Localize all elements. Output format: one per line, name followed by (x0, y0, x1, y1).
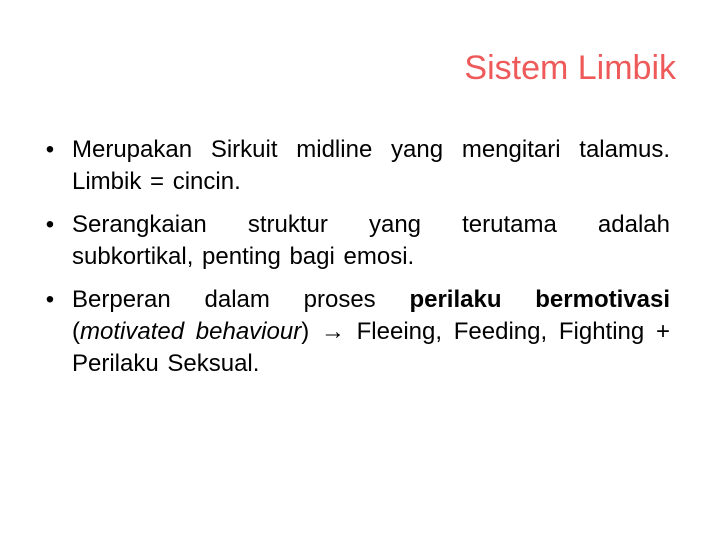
bullet-text-3 (72, 284, 670, 380)
bullet-text-1: Merupakan Sirkuit midline yang mengitari talamus. Limbik = cincin. (72, 136, 670, 195)
bullet-text-2: Serangkaian struktur yang terutama adalah subkortikal, penting bagi emosi. (72, 211, 670, 270)
arrow-icon: → (309, 318, 357, 345)
bullet-item-2 (40, 209, 670, 273)
bullet-dot-icon: • (45, 136, 55, 163)
slide-title: Sistem Limbik (464, 49, 676, 87)
bullet-text-3-italic: motivated behaviour (80, 318, 302, 345)
bullet-dot-icon: • (45, 286, 55, 313)
bullet-text-3-rest: Fleeing, Feeding, Fighting + Perilaku Seksual. (72, 318, 670, 377)
bullet-dot-icon: • (45, 211, 55, 238)
bullet-text-3-bold: perilaku bermotivasi (409, 286, 670, 313)
bullet-text-3-close-paren: ) (301, 318, 310, 345)
bullet-text-3-lead: Berperan dalam proses (72, 286, 410, 313)
bullet-list (40, 134, 670, 391)
bullet-item-3 (40, 284, 670, 380)
bullet-text-3-open-paren: ( (72, 318, 80, 345)
bullet-item-1 (40, 134, 670, 198)
